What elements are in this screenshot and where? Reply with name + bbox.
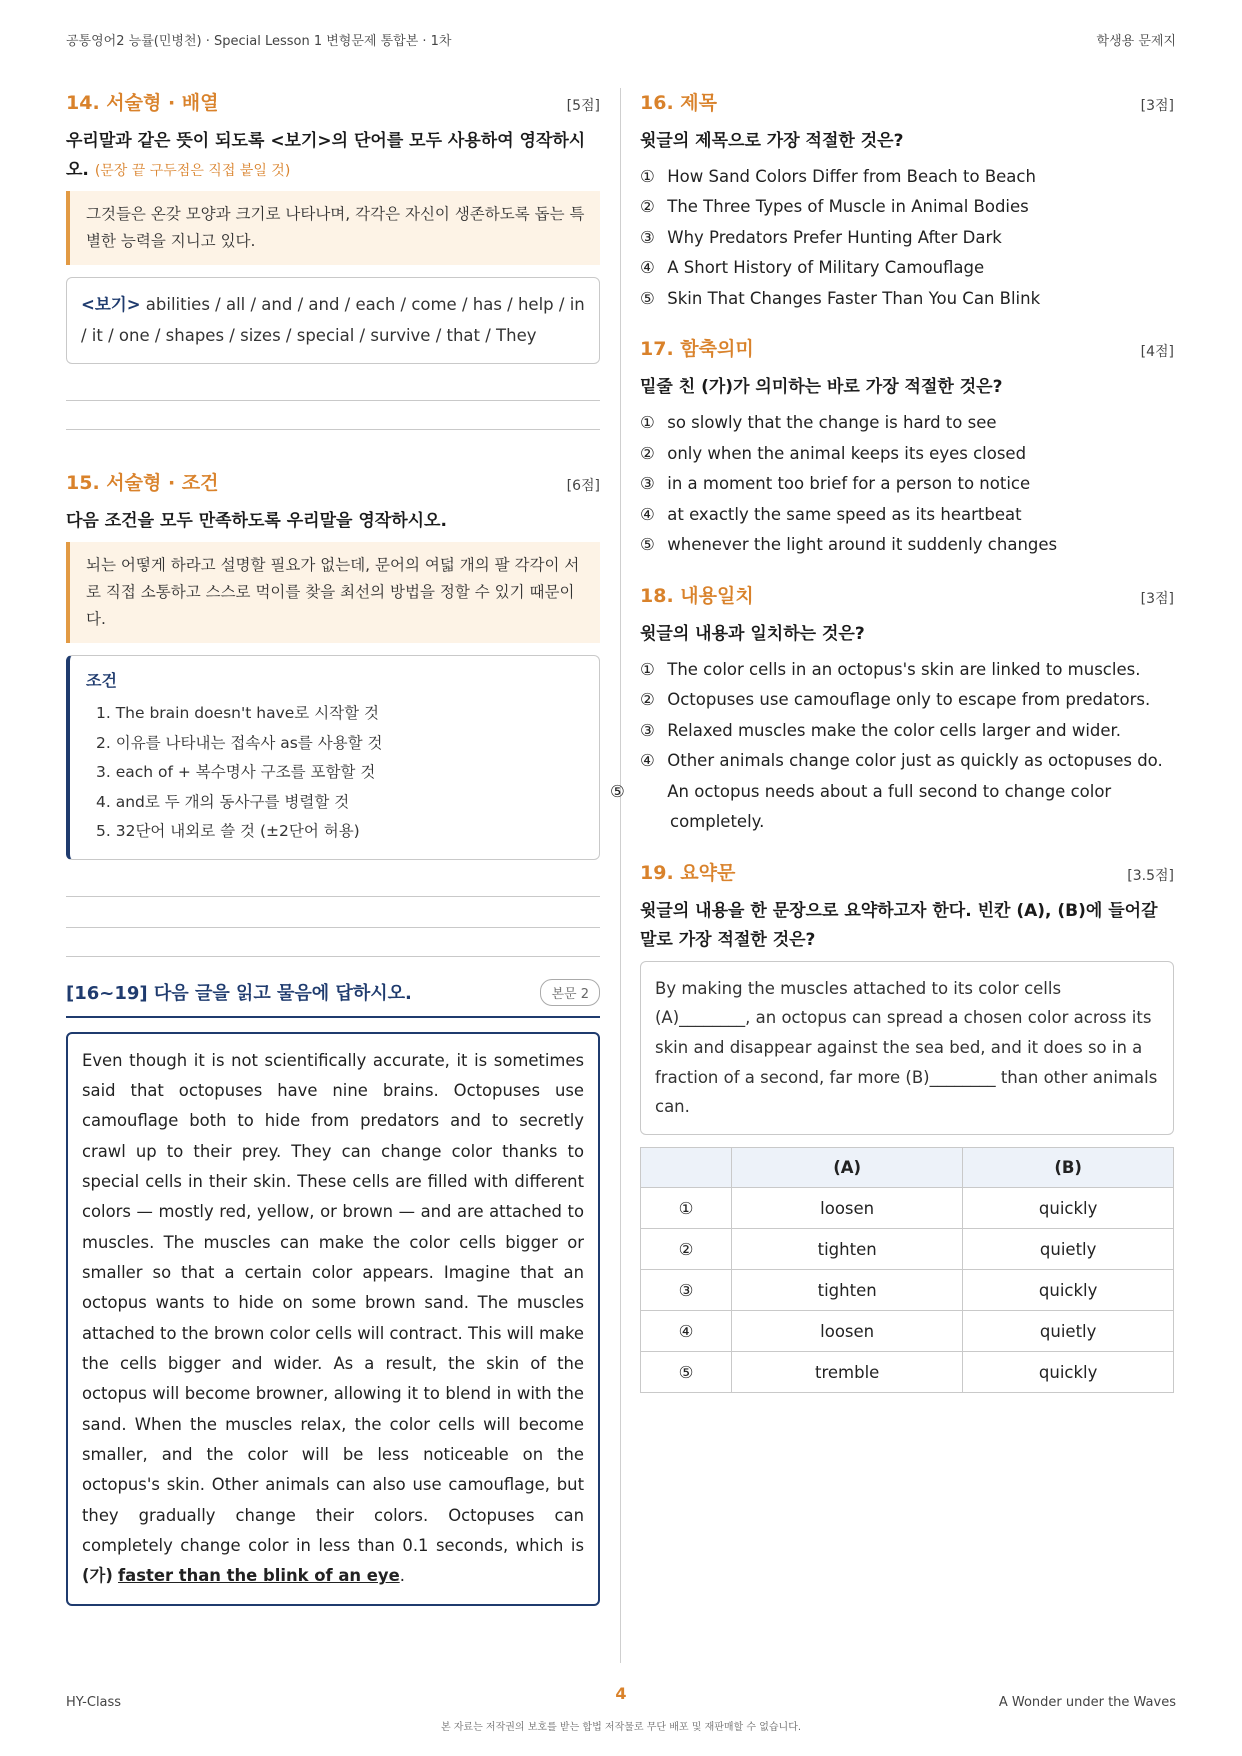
q15-stem: 다음 조건을 모두 만족하도록 우리말을 영작하시오. — [66, 511, 447, 532]
option-text: Octopuses use camouflage only to escape from predators. — [667, 690, 1151, 710]
q19-stem: 윗글의 내용을 한 문장으로 요약하고자 한다. 빈칸 (A), (B)에 들어갈 말로 가장 적절한 것은? — [640, 900, 1158, 950]
table-header-a: (A) — [732, 1148, 963, 1188]
q16-option[interactable] — [640, 253, 1174, 284]
option-mark: ③ — [640, 720, 655, 740]
q16-option[interactable] — [640, 284, 1174, 315]
option-text: whenever the light around it suddenly changes — [667, 535, 1058, 555]
passage-end: . — [399, 1566, 405, 1586]
option-text: An octopus needs about a full second to change color completely. — [667, 781, 1112, 832]
option-mark: ② — [640, 443, 655, 463]
row-b: quickly — [963, 1352, 1174, 1393]
row-mark: ④ — [641, 1311, 732, 1352]
q17-points: [4점] — [1140, 344, 1174, 361]
q18-option[interactable] — [640, 655, 1174, 686]
q16-title: 16. 제목 — [640, 92, 717, 114]
q18-points: [3점] — [1140, 590, 1174, 607]
option-mark: ① — [640, 166, 655, 186]
row-a: tighten — [732, 1229, 963, 1270]
q18-option[interactable] — [610, 777, 1174, 838]
passage-section — [66, 979, 600, 1606]
q14-stem-text: 우리말과 같은 뜻이 되도록 <보기>의 단어를 모두 사용하여 영작하시오. — [66, 131, 586, 180]
option-text: only when the animal keeps its eyes closed — [667, 443, 1027, 463]
q15-condition-item: 5. 32단어 내외로 쓸 것 (±2단어 허용) — [96, 822, 360, 841]
row-a: loosen — [732, 1311, 963, 1352]
option-mark: ① — [640, 413, 655, 433]
q18-option[interactable] — [640, 685, 1174, 716]
option-text: Why Predators Prefer Hunting After Dark — [667, 227, 1002, 247]
q14-bogi-box — [66, 277, 600, 364]
q14-bogi-label: <보기> — [81, 295, 141, 315]
q14-bogi-words: abilities / all / and / and / each / come / has / help / in / it / one / shapes / sizes / special / survive / that / They — [81, 295, 585, 345]
passage-ga-underlined: faster than the blink of an eye — [118, 1566, 400, 1586]
q15-condition-item: 2. 이유를 나타내는 접속사 as를 사용할 것 — [96, 733, 383, 752]
q18-title: 18. 내용일치 — [640, 584, 754, 607]
question-19 — [640, 858, 1174, 1393]
option-text: at exactly the same speed as its heartbeat — [667, 504, 1022, 524]
option-mark: ④ — [640, 258, 655, 278]
q15-condition-item: 4. and로 두 개의 동사구를 병렬할 것 — [96, 792, 350, 811]
option-text: Skin That Changes Faster Than You Can Blink — [667, 288, 1041, 308]
left-column — [66, 88, 600, 1606]
row-a: tremble — [732, 1352, 963, 1393]
table-row[interactable] — [641, 1352, 1174, 1393]
question-17 — [640, 334, 1174, 560]
q17-stem: 밑줄 친 (가)가 의미하는 바로 가장 적절한 것은? — [640, 377, 1003, 398]
q14-title: 14. 서술형 · 배열 — [66, 92, 219, 114]
row-b: quickly — [963, 1270, 1174, 1311]
row-b: quickly — [963, 1188, 1174, 1229]
q16-stem: 윗글의 제목으로 가장 적절한 것은? — [640, 131, 904, 151]
row-a: loosen — [732, 1188, 963, 1229]
header-right: 학생용 문제지 — [1096, 34, 1176, 49]
q15-conditions-box — [66, 655, 600, 859]
right-column — [610, 88, 1174, 1393]
q17-option[interactable] — [640, 469, 1174, 500]
option-mark: ② — [640, 690, 655, 710]
q17-option[interactable] — [640, 439, 1174, 470]
q15-title: 15. 서술형 · 조건 — [66, 472, 219, 495]
q16-option[interactable] — [640, 162, 1174, 193]
option-text: in a moment too brief for a person to notice — [667, 474, 1031, 494]
q15-korean-sentence: 뇌는 어떻게 하라고 설명할 필요가 없는데, 문어의 여덟 개의 팔 각각이 서로 직접 소통하고 스스로 먹이를 찾을 최선의 방법을 정할 수 있기 때문이다. — [66, 542, 600, 643]
q14-points: [5점] — [566, 98, 600, 114]
q15-condition-item: 1. The brain doesn't have로 시작할 것 — [96, 704, 380, 723]
column-divider — [620, 88, 621, 1663]
option-mark: ② — [640, 197, 655, 217]
page-number: 4 — [615, 1684, 627, 1703]
q15-condition-item: 3. each of + 복수명사 구조를 포함할 것 — [96, 763, 376, 782]
option-text: The Three Types of Muscle in Animal Bodies — [667, 197, 1029, 217]
q14-korean-sentence: 그것들은 온갖 모양과 크기로 나타나며, 각각은 자신이 생존하도록 돕는 특별한 능력을 지니고 있다. — [66, 191, 600, 265]
row-mark: ③ — [641, 1270, 732, 1311]
q19-title: 19. 요약문 — [640, 861, 736, 884]
row-b: quietly — [963, 1229, 1174, 1270]
option-text: How Sand Colors Differ from Beach to Beach — [667, 166, 1036, 186]
option-text: A Short History of Military Camouflage — [667, 258, 985, 278]
footer-left: HY-Class — [66, 1695, 122, 1710]
option-mark: ④ — [640, 751, 655, 771]
option-text: The color cells in an octopus's skin are linked to muscles. — [667, 659, 1141, 679]
row-mark: ② — [641, 1229, 732, 1270]
option-text: so slowly that the change is hard to see — [667, 413, 997, 433]
option-text: Relaxed muscles make the color cells larger and wider. — [667, 720, 1122, 740]
table-header-blank — [641, 1148, 732, 1188]
row-a: tighten — [732, 1270, 963, 1311]
table-row[interactable] — [641, 1229, 1174, 1270]
footer-right: A Wonder under the Waves — [998, 1695, 1176, 1710]
option-mark: ③ — [640, 227, 655, 247]
q19-summary-box: By making the muscles attached to its color cells (A)________, an octopus can spread a chosen color across its skin and disappear against the sea bed, and it does so in a fraction of a second, far more (B)________ than other animals can. — [640, 961, 1174, 1135]
passage-tag: 본문 2 — [540, 979, 600, 1006]
q16-option[interactable] — [640, 192, 1174, 223]
copyright-notice: 본 자료는 저작권의 보호를 받는 합법 저작물로 무단 배포 및 재판매할 수 없습니다. — [440, 1722, 802, 1733]
question-18 — [610, 581, 1174, 838]
option-mark: ⑤ — [640, 535, 655, 555]
header-left: 공통영어2 능률(민병천) · Special Lesson 1 변형문제 통합본 · 1차 — [66, 34, 452, 49]
q15-points: [6점] — [566, 478, 600, 495]
passage-title: [16~19] 다음 글을 읽고 물음에 답하시오. — [66, 983, 412, 1005]
q15-conditions-title: 조건 — [86, 671, 117, 691]
question-14 — [66, 88, 600, 430]
q14-stem — [66, 127, 600, 185]
q17-option[interactable] — [640, 500, 1174, 531]
passage-ga-label: (가) — [82, 1566, 113, 1586]
option-text: Other animals change color just as quickly as octopuses do. — [667, 751, 1163, 771]
passage-box — [66, 1032, 600, 1606]
table-row[interactable] — [641, 1311, 1174, 1352]
q16-points: [3점] — [1140, 98, 1174, 114]
q18-option[interactable] — [640, 716, 1174, 747]
q17-option[interactable] — [640, 408, 1174, 439]
option-mark: ⑤ — [610, 781, 625, 801]
option-mark: ④ — [640, 504, 655, 524]
row-mark: ① — [641, 1188, 732, 1229]
option-mark: ③ — [640, 474, 655, 494]
q17-title: 17. 함축의미 — [640, 338, 754, 361]
q19-answer-table — [640, 1147, 1174, 1393]
passage-text: Even though it is not scientifically accurate, it is sometimes said that octopuses have nine brains. Octopuses use camouflage both to hide from predators and to secretly crawl up to their prey. They can change color thanks to special cells in their skin. These cells are filled with different colors — mostly red, yellow, or brown — and are attached to muscles. The muscles can make the color cells bigger or smaller so that a certain color appears. Imagine that an octopus wants to hide on some brown sand. The muscles attached to the brown color cells will contract. This will make the cells bigger and wider. As a result, the skin of the octopus will become browner, allowing it to blend in with the sand. When the muscles relax, the color cells will become smaller, and the color will be less noticeable on the octopus's skin. Other animals can also use camouflage, but they gradually change their colors. Octopuses can completely change color in less than 0.1 seconds, which is — [82, 1050, 584, 1556]
q19-points: [3.5점] — [1127, 867, 1174, 884]
option-mark: ① — [640, 659, 655, 679]
q18-option[interactable] — [640, 746, 1174, 777]
q14-note: (문장 끝 구두점은 직접 붙일 것) — [94, 162, 291, 179]
table-row[interactable] — [641, 1188, 1174, 1229]
question-15 — [66, 468, 600, 956]
q17-option[interactable] — [640, 530, 1174, 561]
table-header-row — [641, 1148, 1174, 1188]
question-16 — [640, 88, 1174, 314]
q18-stem: 윗글의 내용과 일치하는 것은? — [640, 623, 865, 644]
option-mark: ⑤ — [640, 288, 655, 308]
table-row[interactable] — [641, 1270, 1174, 1311]
q16-option[interactable] — [640, 223, 1174, 254]
table-header-b: (B) — [963, 1148, 1174, 1188]
row-mark: ⑤ — [641, 1352, 732, 1393]
row-b: quietly — [963, 1311, 1174, 1352]
